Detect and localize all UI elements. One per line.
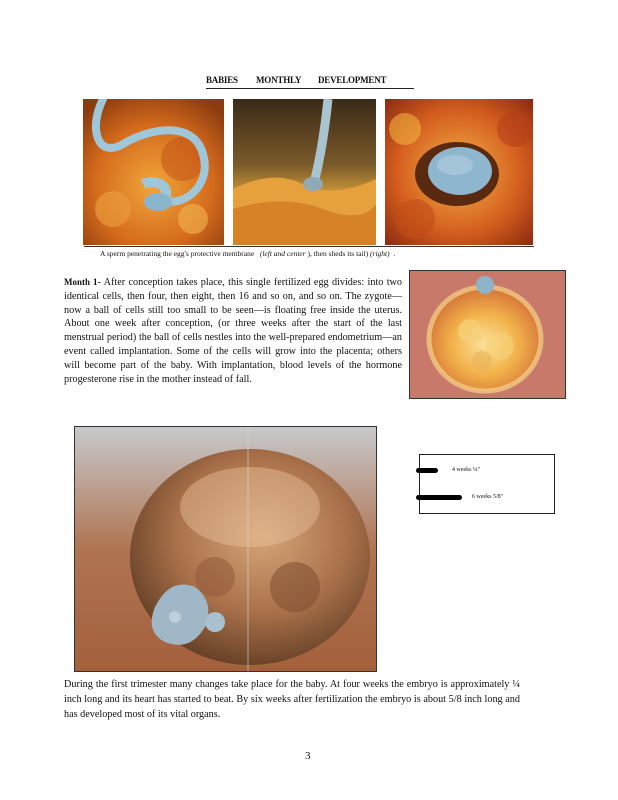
month1-body: - After conception takes place, this single fertilized egg divides: into two identical cells, then four, then eight, then 16 and so on, and so on. The zygote—now a ball of cells still too small to be seen—is floating free inside the uterus. About one week after conception, (or three weeks after the start of the last menstrual period) the ball of cells nestles into the well-prepared endometrium—an event called implantation. Some of the cells will grow into the placenta; others will become part of the baby. With implantation, blood levels of the hormone progesterone rise in the mother instead of fall. [64,277,402,385]
caption-rule [84,246,534,247]
photo-caption [100,249,395,258]
caption-right: (right) [370,249,390,258]
caption-then-sheds: ), then sheds its tail) [307,249,369,258]
title-word-monthly: MONTHLY [256,75,302,85]
caption-period: . [393,249,396,258]
title-word-babies: BABIES [206,75,238,85]
legend-bar-4-weeks [416,468,438,473]
sperm-tail-shed-photo-right [385,99,533,245]
legend-label-4-weeks: 4 weeks ¼" [452,467,480,473]
page-title [206,74,414,89]
caption-text-main: A sperm penetrating the egg's protective membrane [100,249,255,258]
legend-bar-6-weeks [416,495,462,500]
title-word-development: DEVELOPMENT [318,75,387,85]
caption-left-center: (left and center [259,249,306,258]
sperm-penetrating-photo-center [233,99,376,245]
sperm-photo-strip [83,99,533,245]
page-number: 3 [305,750,311,762]
month1-paragraph [64,276,402,386]
month1-label: Month 1 [64,277,98,287]
implantation-photo [74,426,377,672]
zygote-photo [409,270,566,399]
trimester-paragraph: During the first trimester many changes take place for the baby. At four weeks the embryo is approximately ¼ inch long and its heart has started to beat. By six weeks after fertilization the embryo is about 5/8 inch long and has developed most of its vital organs. [64,679,520,720]
legend-label-6-weeks: 6 weeks 5/8" [472,494,504,500]
sperm-penetrating-photo-left [83,99,224,245]
embryo-size-legend [419,454,555,514]
